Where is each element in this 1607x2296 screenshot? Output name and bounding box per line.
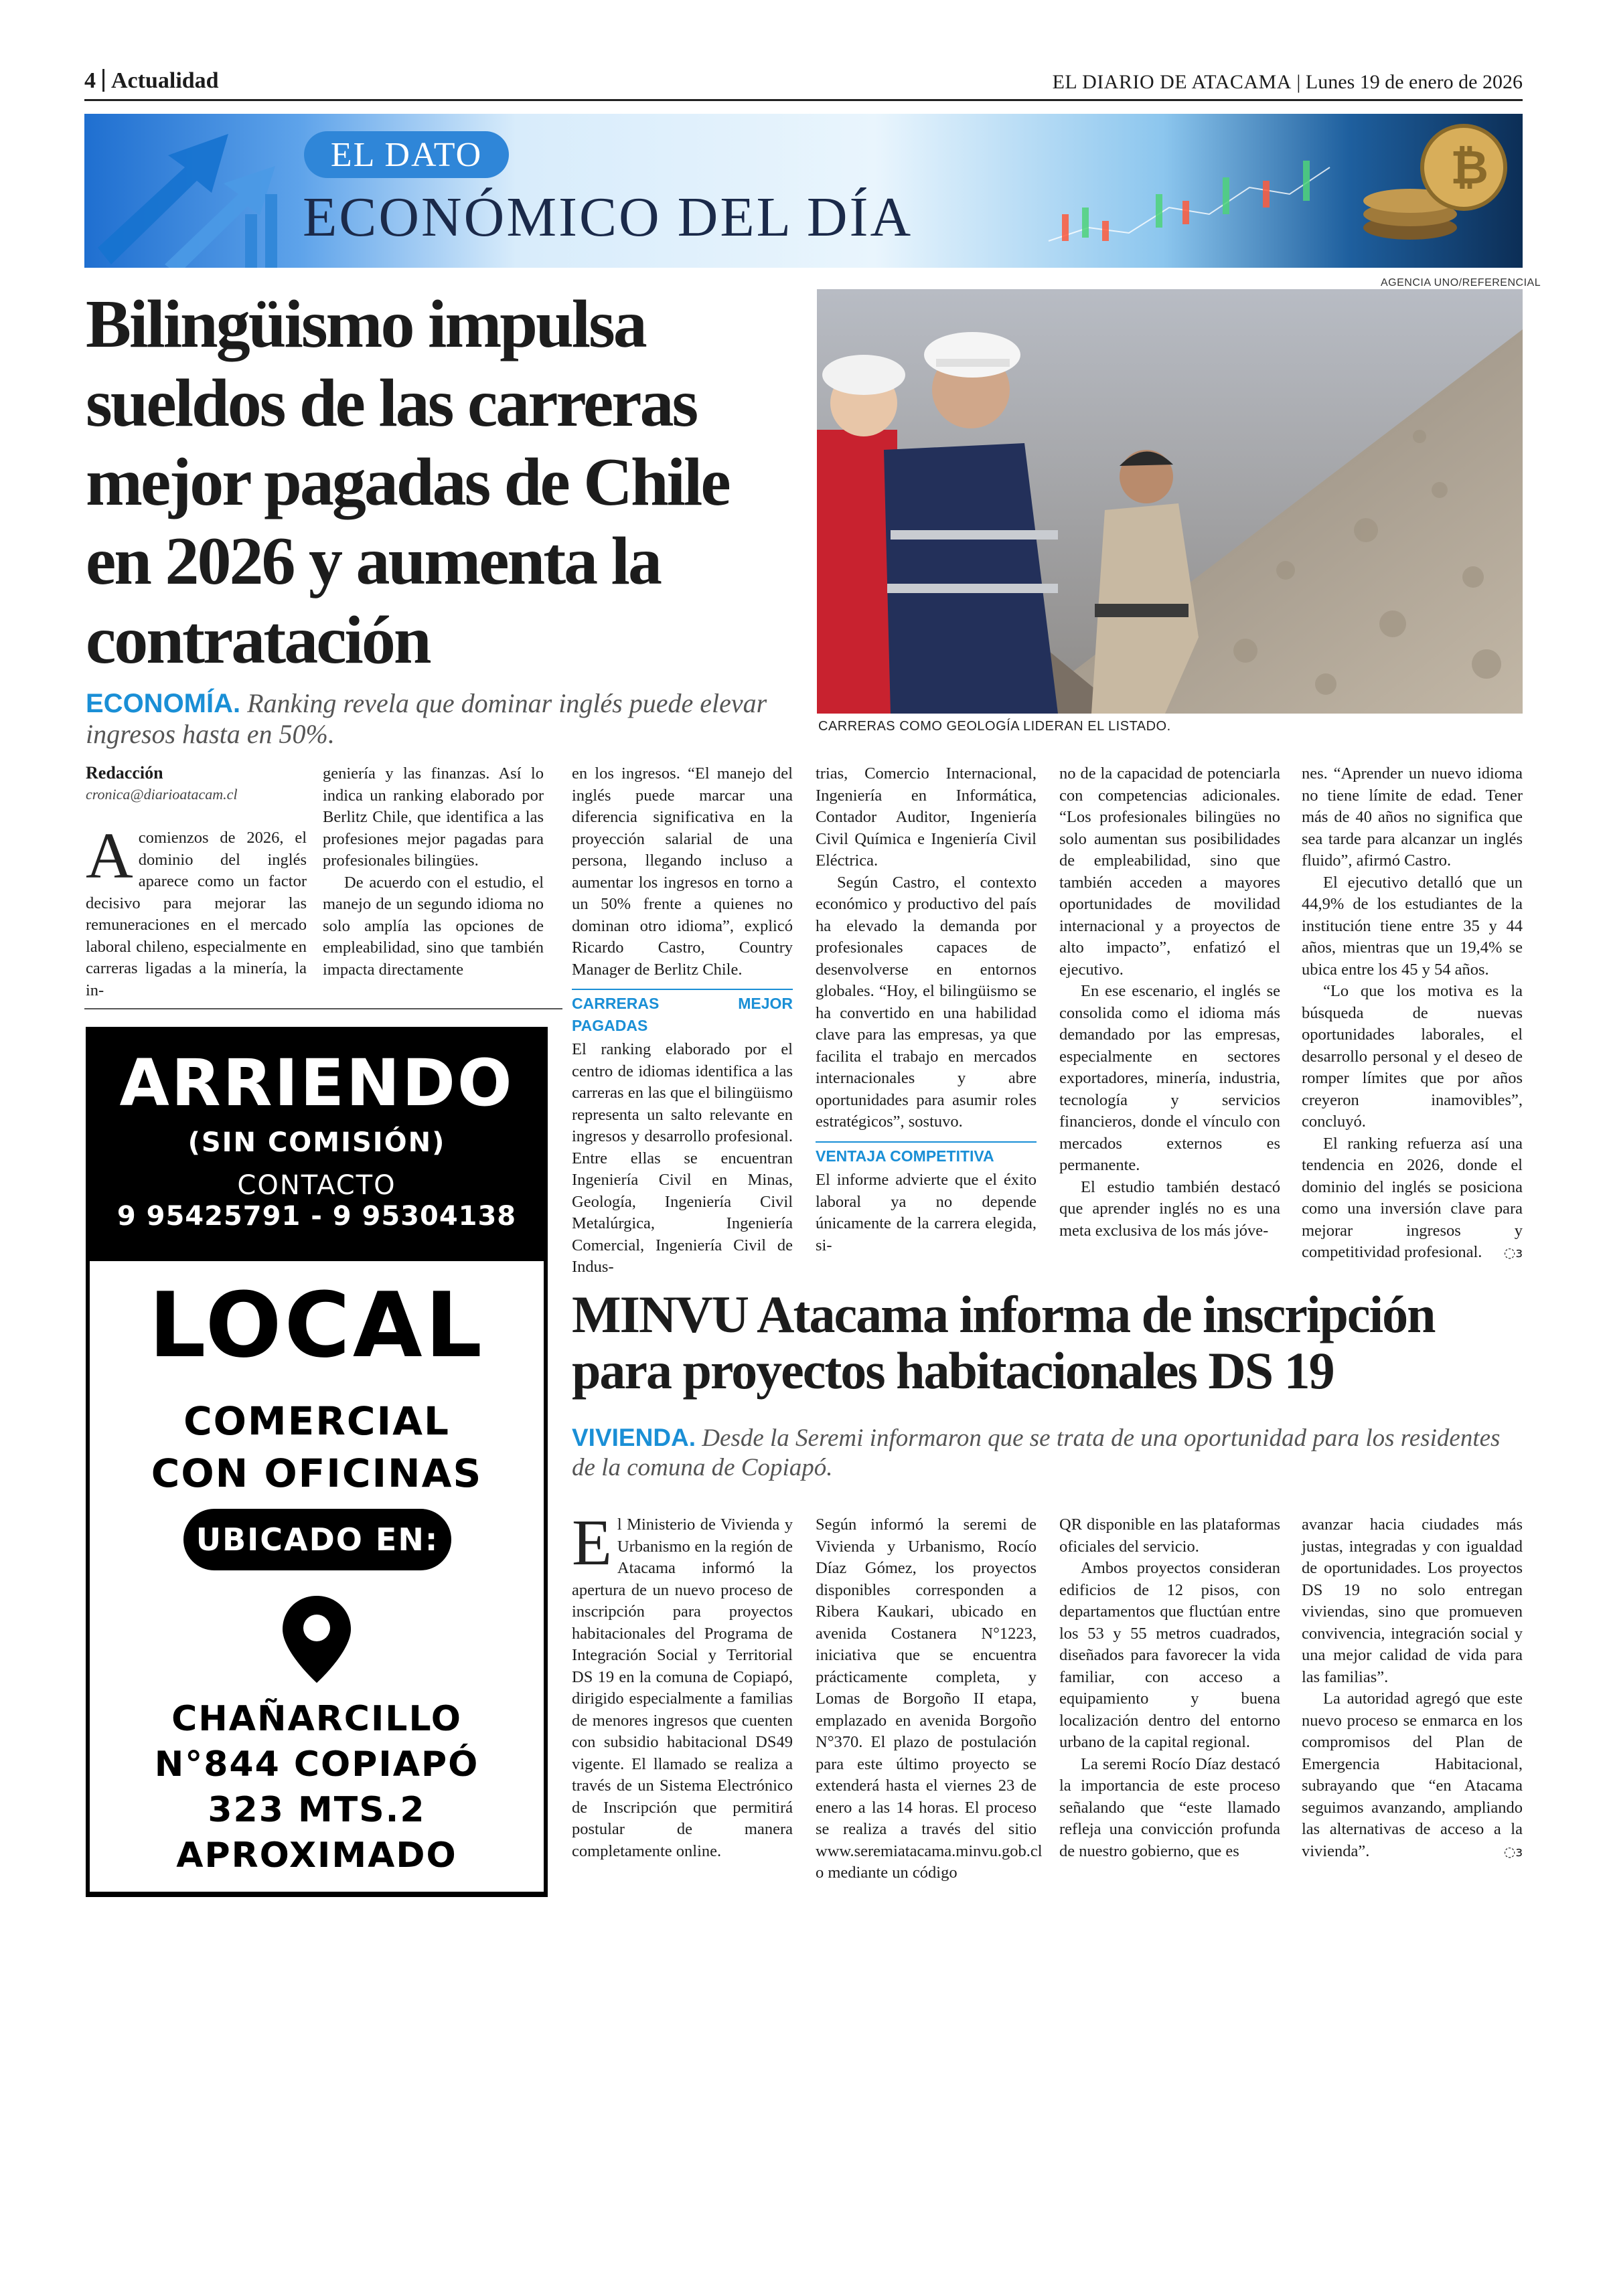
paragraph: comienzos de 2026, el dominio del inglés aparece como un factor decisivo para mejorar las remuneraciones en el mercado laboral chileno, especialmente en carreras ligadas a la minería, la in-	[86, 829, 307, 999]
photo-caption: CARRERAS COMO GEOLOGÍA LIDERAN EL LISTADO.	[818, 719, 1171, 734]
paragraph: “Lo que los motiva es la búsqueda de nuevas oportunidades laborales, el desarrollo personal y el deseo de romper límites que por años creyeron inamovibles”, concluyó.	[1302, 982, 1523, 1131]
article2-headline: MINVU Atacama informa de inscripción para proyectos habitacionales DS 19	[572, 1285, 1435, 1400]
section-name: Actualidad	[111, 68, 219, 93]
paragraph	[1302, 1688, 1523, 1862]
article1-column-1	[86, 820, 307, 1001]
ad-approx: APROXIMADO	[176, 1835, 457, 1876]
paragraph: El ejecutivo detalló que un 44,9% de los estudiantes de la institución tiene entre 35 y 44 años, mientras que un 19,4% se ubica entre los 45 y 54 años.	[1302, 873, 1523, 979]
byline	[86, 763, 301, 803]
ad-size: 323 MTS.2	[208, 1790, 426, 1830]
paragraph: En ese escenario, el inglés se consolida como el idioma más demandado por las empresas, especialmente en sectores exportadores, minería, industria, tecnología y servicios financieros, donde el vínculo con mercados externos es permanente.	[1059, 982, 1280, 1174]
article2-column-1	[572, 1507, 793, 1862]
paragraph: La seremi Rocío Díaz destacó la importancia de este proceso señalando que “este llamado refleja una convicción profunda de nuestro gobierno, que es	[1059, 1754, 1280, 1860]
paragraph: nes. “Aprender un nuevo idioma no tiene límite de edad. Tener más de 40 años no significa que sea tarde para alcanzar un inglés fluido”, afirmó Castro.	[1302, 764, 1523, 870]
subhead: VENTAJA COMPETITIVA	[816, 1141, 1037, 1167]
banner-pill: EL DATO	[304, 131, 509, 178]
ad-title: ARRIENDO	[119, 1046, 514, 1121]
ad-details-box	[90, 1261, 544, 1892]
ad-contact-label: CONTACTO	[237, 1170, 396, 1201]
article-photo	[817, 289, 1523, 714]
running-header	[84, 64, 1523, 101]
paragraph: Según Castro, el contexto económico y productivo del país ha elevado la demanda por profesionales capaces de desenvolverse en entornos globales. “Hoy, el bilingüismo se ha convertido en una habilidad clave para las empresas, ya que facilita el trabajo en mercados internacionales y abre oportunidades para asumir roles estratégicos”, sostuvo.	[816, 873, 1037, 1131]
end-mark: ◌ɜ	[1503, 1244, 1523, 1260]
ad-address-line: N°844 COPIAPÓ	[154, 1744, 479, 1785]
article-headline: Bilingüismo impulsa sueldos de las carreras mejor pagadas de Chile en 2026 y aumenta la contratación	[86, 286, 729, 678]
paragraph: El ranking elaborado por el centro de idiomas identifica a las carreras en las que el bilingüismo representa un salto relevante en ingresos y desarrollo profesional. Entre ellas se encuentran Ingeniería Civil en Minas, Geología, Ingeniería Civil Metalúrgica, Ingeniería Comercial, Ingeniería Civil de Indus-	[572, 1040, 793, 1276]
drop-cap: E	[572, 1507, 612, 1579]
page-number: 4	[84, 68, 96, 93]
svg-text:₿: ₿	[1450, 140, 1489, 195]
location-pin-icon	[283, 1596, 351, 1686]
paragraph: l Ministerio de Vivienda y Urbanismo en la región de Atacama informó la apertura de un nuevo proceso de inscripción para proyectos habitacionales del Programa de Integración Social y Territorial DS 19 en la comuna de Copiapó, dirigido especialmente a familias de menores ingresos que cuenten con subsidio habitacional DS49 vigente. El llamado se realiza a través de un Sistema Electrónico de Inscripción que permitirá postular de manera completamente online.	[572, 1515, 793, 1860]
article2-column-4	[1302, 1514, 1523, 1862]
banner-title: ECONÓMICO DEL DÍA	[303, 186, 913, 248]
issue-date: Lunes 19 de enero de 2026	[1305, 71, 1523, 93]
paragraph: Según informó la seremi de Vivienda y Urbanismo, Rocío Díaz Gómez, los proyectos disponibles corresponden a Ribera Kaukari, ubicado en avenida Costanera N°1223, iniciativa que se encuentra prácticamente completa, y Lomas de Borgoño II etapa, emplazado en avenida Borgoño N°370. El plazo de postulación para este último proyecto se extenderá hasta el viernes 23 de enero a las 14 horas. El proceso se realiza a través del sitio www.seremiatacama.minvu.gob.cl o mediante un código	[816, 1515, 1043, 1882]
ad-phones: 9 95425791 - 9 95304138	[117, 1201, 517, 1232]
photo-credit: AGENCIA UNO/REFERENCIAL	[1381, 277, 1541, 289]
subhead: CARRERAS MEJOR PAGADAS	[572, 989, 793, 1036]
ad-subtitle: (SIN COMISIÓN)	[187, 1127, 446, 1158]
article1-column-5	[1059, 763, 1280, 1242]
article-deck	[86, 688, 795, 750]
masthead-date: EL DIARIO DE ATACAMA | Lunes 19 de enero de 2026	[1052, 71, 1523, 93]
paragraph: El estudio también destacó que aprender inglés no es una meta exclusiva de los más jóve-	[1059, 1177, 1280, 1240]
paragraph: geniería y las finanzas. Así lo indica un ranking elaborado por Berlitz Chile, que identifica a las profesiones mejor pagadas para profesionales bilingües.	[323, 764, 544, 870]
rental-advertisement	[86, 1027, 548, 1897]
article1-column-2	[323, 763, 544, 981]
section-kicker: ECONOMÍA.	[86, 689, 241, 718]
article2-column-3	[1059, 1514, 1280, 1862]
article1-column-3	[572, 763, 793, 1279]
ad-main-word: LOCAL	[149, 1273, 485, 1378]
paragraph: en los ingresos. “El manejo del inglés puede marcar una diferencia significativa en la proyección salarial de una persona, llegando incluso a aumentar los ingresos en torno a un 50% frente a quienes no dominan otro idioma”, explicó Ricardo Castro, Country Manager de Berlitz Chile.	[572, 764, 793, 979]
article2-deck	[572, 1423, 1523, 1483]
newspaper-name: EL DIARIO DE ATACAMA	[1052, 71, 1292, 93]
article1-column-4	[816, 763, 1037, 1256]
author-name: Redacción	[86, 763, 163, 783]
drop-cap: A	[86, 820, 133, 892]
paragraph-text: La autoridad agregó que este nuevo proceso se enmarca en los compromisos del Plan de Emergencia Habitacional, subrayando que “en Atacama seguimos avanzando, ampliando las alternativas de acceso a la vivienda”.	[1302, 1690, 1523, 1860]
section-kicker: VIVIENDA.	[572, 1424, 696, 1451]
paragraph: QR disponible en las plataformas oficiales del servicio.	[1059, 1515, 1280, 1556]
paragraph: Ambos proyectos consideran edificios de 12 pisos, con departamentos que fluctúan entre los 53 y 55 metros cuadrados, diseñados para favorecer la vida familiar, con acceso a equipamiento y buena localización dentro del entorno urbano de la capital regional.	[1059, 1559, 1280, 1751]
paragraph: avanzar hacia ciudades más justas, integradas y con igualdad de oportunidades. Los proyectos DS 19 no solo entregan viviendas, sino que promueven convivencia, integración social y una mejor calidad de vida para las familias”.	[1302, 1515, 1523, 1686]
paragraph-text: El ranking refuerza así una tendencia en 2026, donde el dominio del inglés se posiciona como una inversión clave para mejorar ingresos y competitividad profesional.	[1302, 1134, 1523, 1261]
deck-text: Ranking revela que dominar inglés puede elevar ingresos hasta en 50%.	[86, 688, 767, 749]
paragraph: De acuerdo con el estudio, el manejo de un segundo idioma no solo amplía las opciones de empleabilidad, sino que también impacta directamente	[323, 873, 544, 979]
economic-data-banner	[84, 114, 1523, 268]
ad-address	[90, 1696, 544, 1878]
author-email: cronica@diarioatacam.cl	[86, 786, 238, 803]
ad-description	[90, 1395, 544, 1499]
ad-address-line: CHAÑARCILLO	[171, 1699, 462, 1739]
paragraph: no de la capacidad de potenciarla con competencias adicionales. “Los profesionales bilingües no solo aumentan sus posibilidades de empleabilidad, sino que también acceden a mayores oportunidades de movilidad internacional y a proyectos de alto impacto”, enfatizó el ejecutivo.	[1059, 764, 1280, 979]
paragraph	[1302, 1133, 1523, 1264]
divider	[84, 1008, 562, 1009]
geology-workers-photo	[817, 289, 1523, 714]
page-section	[84, 68, 219, 94]
ad-line: CON OFICINAS	[151, 1451, 483, 1496]
ad-line: COMERCIAL	[183, 1398, 450, 1444]
ad-located-label: UBICADO EN:	[183, 1509, 451, 1570]
paragraph: El informe advierte que el éxito laboral ya no depende únicamente de la carrera elegida, si-	[816, 1171, 1037, 1254]
end-mark: ◌ɜ	[1503, 1843, 1523, 1860]
deck-text: Desde la Seremi informaron que se trata de una oportunidad para los residentes de la comuna de Copiapó.	[572, 1424, 1501, 1481]
paragraph: trias, Comercio Internacional, Ingeniería en Informática, Contador Auditor, Ingeniería Civil Química e Ingeniería Civil Eléctrica.	[816, 764, 1037, 870]
article2-column-2	[816, 1514, 1043, 1884]
article1-column-6	[1302, 763, 1523, 1264]
